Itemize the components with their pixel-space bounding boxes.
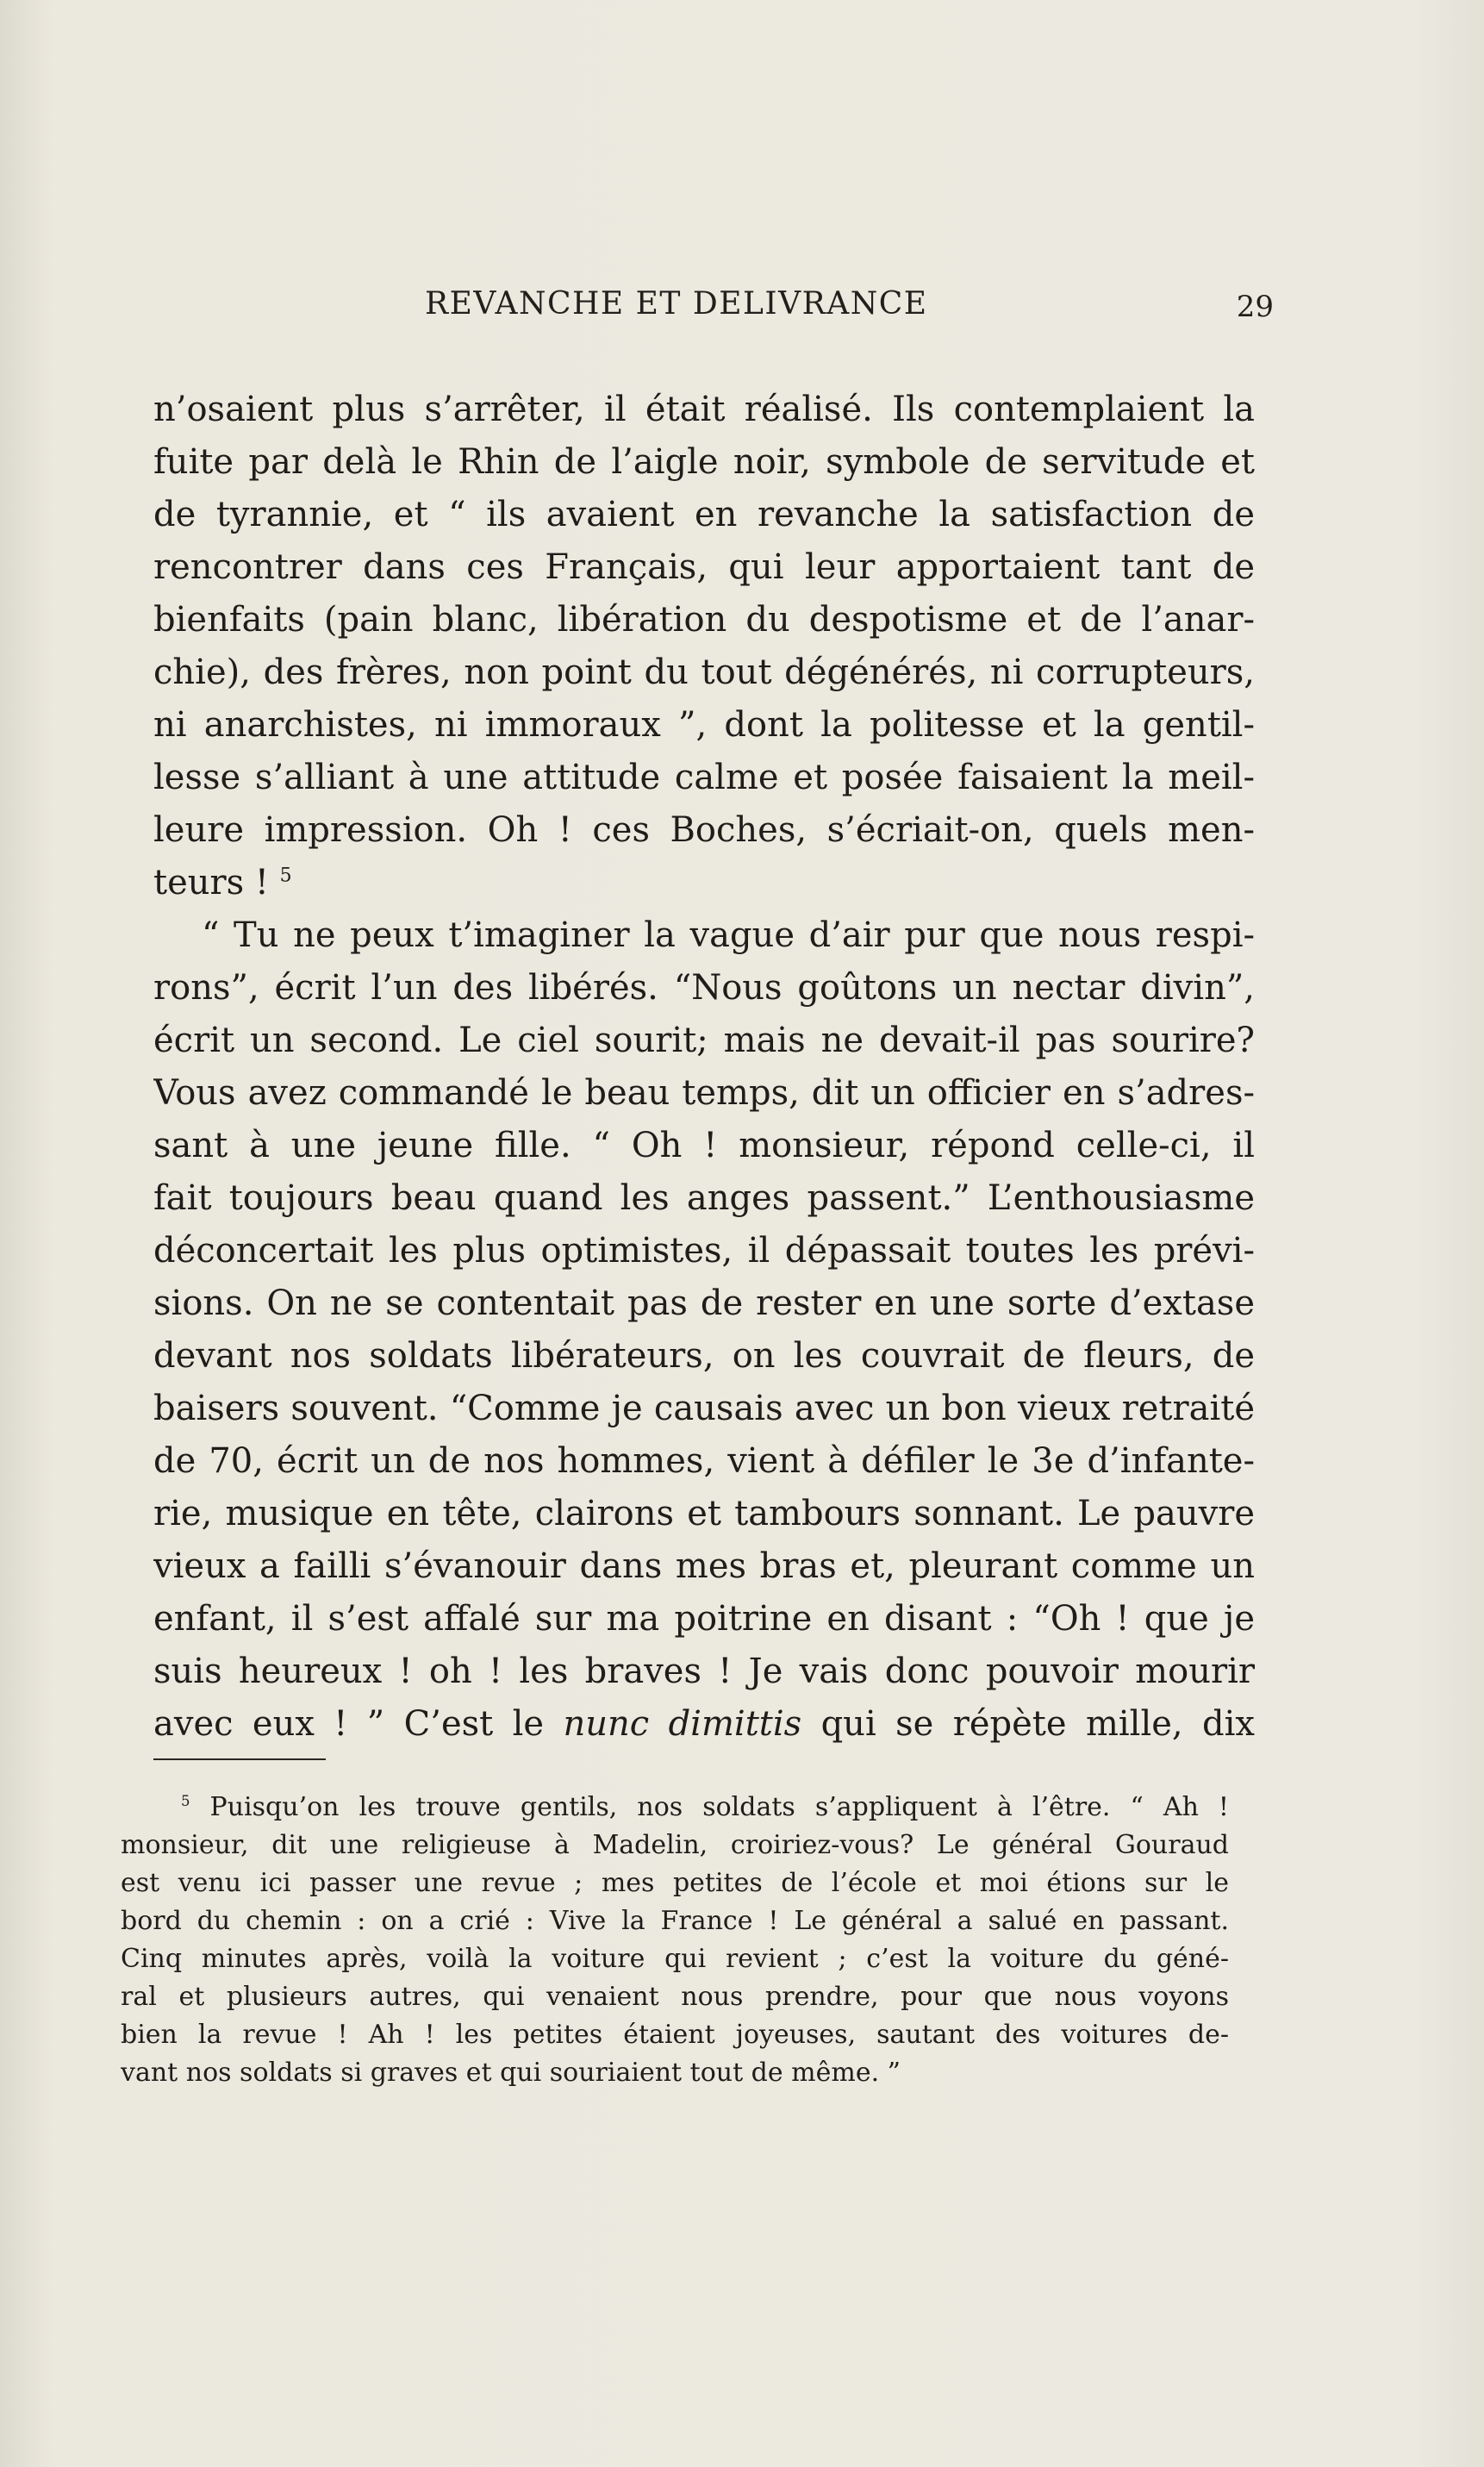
body-line-11: “ Tu ne peux t’imaginer la vague d’air pur que nous respi- xyxy=(202,915,1255,955)
italic-latin-phrase: nunc dimittis xyxy=(563,1704,802,1744)
footnote-line-7: bien la revue ! Ah ! les petites étaient joyeuses, sautant des voitures de- xyxy=(121,2020,1229,2050)
footnote-line-1-text: Puisqu’on les trouve gentils, nos soldats s’appliquent à l’être. “ Ah ! xyxy=(190,1792,1229,1822)
body-line-20: baisers souvent. “Comme je causais avec un bon vieux retraité xyxy=(153,1389,1255,1428)
footnote-line-1 xyxy=(121,1789,1229,1827)
footnote-line-8: vant nos soldats si graves et qui souriaient tout de même. ” xyxy=(121,2058,901,2088)
footnote-line-3: est venu ici passer une revue ; mes petites de l’école et moi étions sur le xyxy=(121,1868,1229,1898)
page-header xyxy=(153,286,1274,338)
body-line-14: Vous avez commandé le beau temps, dit un officier en s’adres- xyxy=(153,1073,1255,1113)
body-line-4: rencontrer dans ces Français, qui leur apportaient tant de xyxy=(153,547,1255,587)
body-line-8: lesse s’alliant à une attitude calme et posée faisaient la meil- xyxy=(153,758,1255,797)
body-line-22: rie, musique en tête, clairons et tambours sonnant. Le pauvre xyxy=(153,1494,1255,1533)
page-number: 29 xyxy=(1236,290,1274,324)
footnote-line-5: Cinq minutes après, voilà la voiture qui revient ; c’est la voiture du géné- xyxy=(121,1944,1229,1974)
body-line-16: fait toujours beau quand les anges passent.” L’enthousiasme xyxy=(153,1178,1255,1218)
footnote xyxy=(121,1789,1229,2092)
body-line-5: bienfaits (pain blanc, libération du despotisme et de l’anar- xyxy=(153,600,1255,640)
body-line-13: écrit un second. Le ciel sourit; mais ne devait-il pas sourire? xyxy=(153,1021,1255,1060)
body-line-7: ni anarchistes, ni immoraux ”, dont la politesse et la gentil- xyxy=(153,705,1255,745)
footnote-rule xyxy=(153,1758,326,1760)
body-line-3: de tyrannie, et “ ils avaient en revanche la satisfaction de xyxy=(153,495,1255,534)
body-line-1: n’osaient plus s’arrêter, il était réalisé. Ils contemplaient la xyxy=(153,390,1255,429)
footnote-line-4: bord du chemin : on a crié : Vive la France ! Le général a salué en passant. xyxy=(121,1906,1229,1936)
body-line-12: rons”, écrit l’un des libérés. “Nous goûtons un nectar divin”, xyxy=(153,968,1255,1008)
footnote-marker: 5 xyxy=(181,1793,190,1809)
running-head: REVANCHE ET DELIVRANCE xyxy=(425,286,928,322)
body-line-2: fuite par delà le Rhin de l’aigle noir, symbole de servitude et xyxy=(153,442,1255,482)
body-line-18: sions. On ne se contentait pas de rester en une sorte d’extase xyxy=(153,1283,1255,1323)
body-line-26-end: qui se répète mille, dix xyxy=(801,1704,1255,1744)
body-line-25: suis heureux ! oh ! les braves ! Je vais donc pouvoir mourir xyxy=(153,1652,1255,1691)
body-line-23: vieux a failli s’évanouir dans mes bras et, pleurant comme un xyxy=(153,1546,1255,1586)
body-line-6: chie), des frères, non point du tout dégénérés, ni corrupteurs, xyxy=(153,653,1255,692)
footnote-line-2: monsieur, dit une religieuse à Madelin, croiriez-vous? Le général Gouraud xyxy=(121,1830,1229,1860)
footnote-line-6: ral et plusieurs autres, qui venaient nous prendre, pour que nous voyons xyxy=(121,1982,1229,2012)
body-line-26-start: avec eux ! ” C’est le xyxy=(153,1704,564,1744)
footnote-reference: 5 xyxy=(279,865,292,887)
body-line-9: leure impression. Oh ! ces Boches, s’écriait-on, quels men- xyxy=(153,810,1255,850)
body-line-26 xyxy=(153,1698,1255,1751)
body-line-10-text: teurs ! xyxy=(153,863,280,902)
body-text xyxy=(153,384,1255,1751)
body-line-21: de 70, écrit un de nos hommes, vient à défiler le 3e d’infante- xyxy=(153,1441,1255,1481)
body-line-17: déconcertait les plus optimistes, il dépassait toutes les prévi- xyxy=(153,1231,1255,1271)
body-line-15: sant à une jeune fille. “ Oh ! monsieur, répond celle-ci, il xyxy=(153,1126,1255,1165)
body-line-10 xyxy=(153,857,1255,909)
body-line-19: devant nos soldats libérateurs, on les couvrait de fleurs, de xyxy=(153,1336,1255,1376)
body-line-24: enfant, il s’est affalé sur ma poitrine en disant : “Oh ! que je xyxy=(153,1599,1255,1639)
